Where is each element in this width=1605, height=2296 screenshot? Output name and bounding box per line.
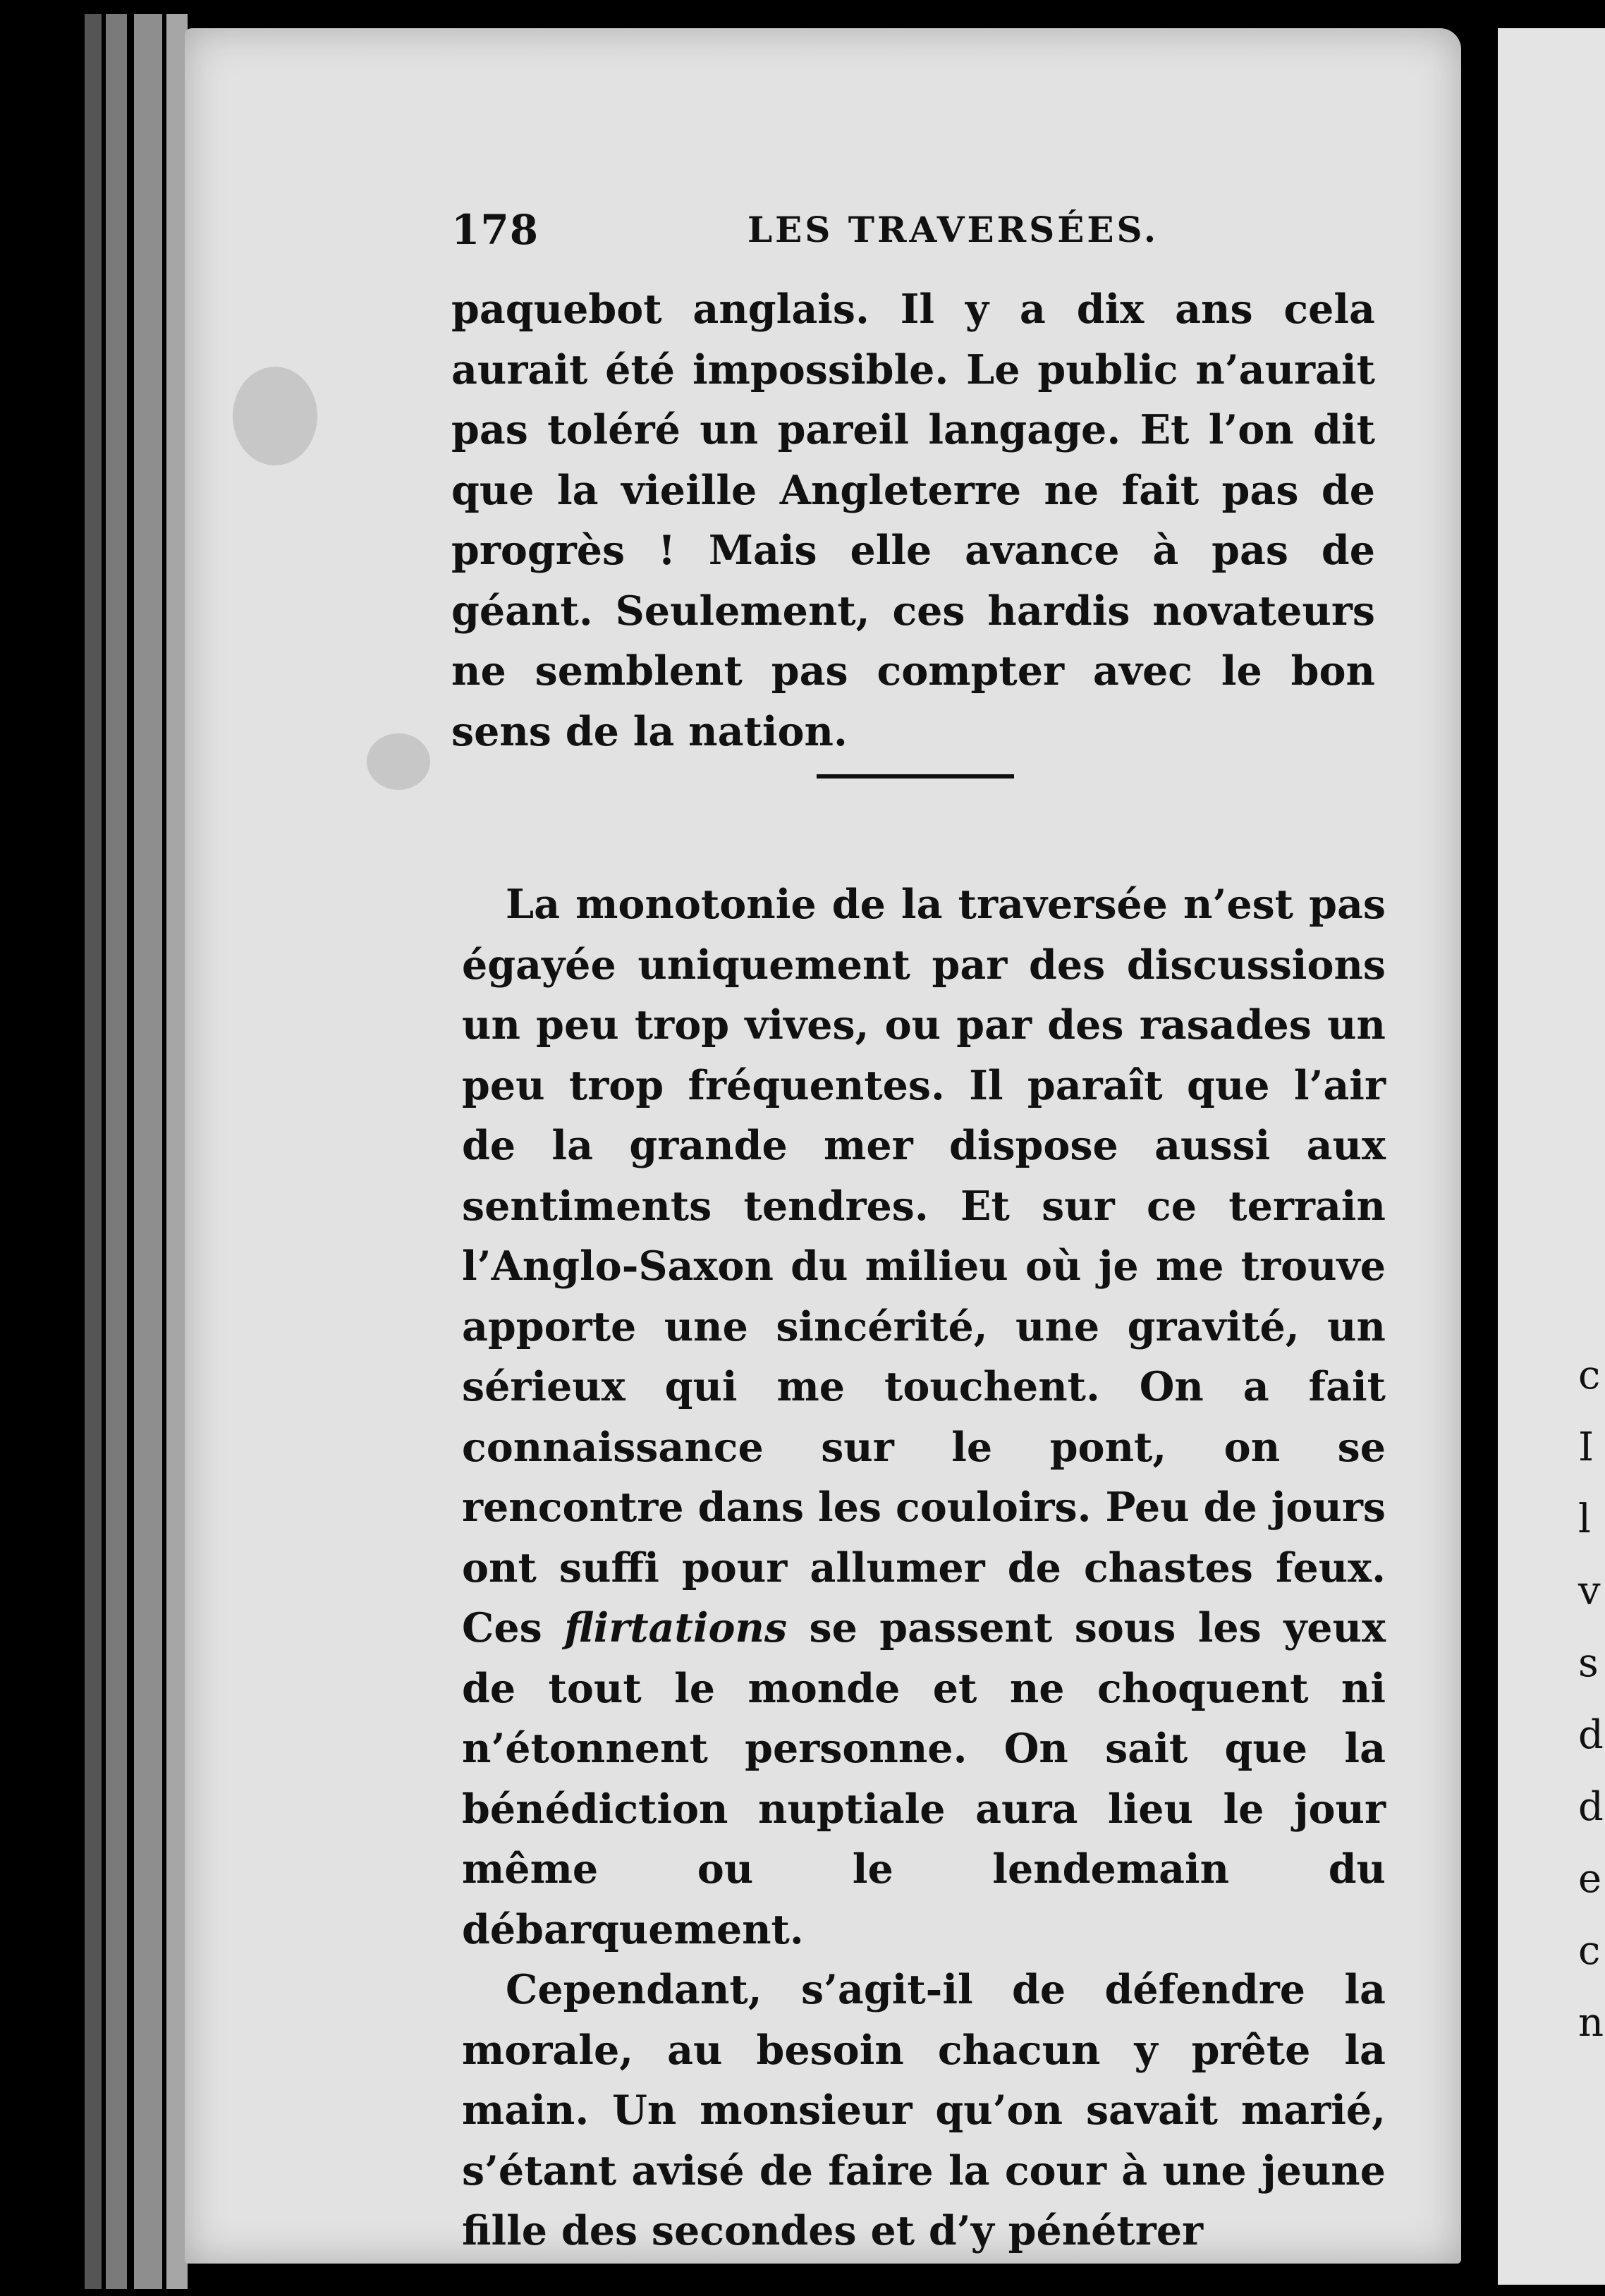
text-block-top	[451, 279, 1375, 762]
text-block-bottom	[462, 874, 1386, 2261]
facing-letter: s	[1578, 1640, 1599, 1686]
page-edge	[134, 14, 162, 2289]
facing-letter: c	[1578, 1352, 1601, 1398]
page-number: 178	[451, 206, 539, 254]
stain	[367, 733, 430, 790]
paragraph: paquebot anglais. Il y a dix ans cela aurait été impossible. Le public n’aurait pas toléré un pareil langage. Et l’on dit que la vieille Angleterre ne fait pas de progrès ! Mais elle avance à pas de géant. Seulement, ces hardis novateurs ne semblent pas compter avec le bon sens de la nation.	[451, 286, 1375, 755]
facing-letter: e	[1578, 1856, 1602, 1902]
stain	[233, 367, 317, 465]
facing-letter: d	[1578, 1784, 1604, 1830]
facing-letter: n	[1578, 2000, 1604, 2046]
running-head: LES TRAVERSÉES.	[747, 209, 1159, 250]
paragraph	[462, 874, 1386, 1960]
page-edge	[85, 14, 102, 2289]
paragraph-text: se passent sous les yeux de tout le monde et ne choquent ni n’étonnent personne. On sait que la bénédiction nuptiale aura lieu le jour même ou le lendemain du débarquement.	[462, 1604, 1386, 1953]
italic-word: flirtations	[564, 1604, 788, 1651]
facing-page-text	[1578, 1340, 1605, 2059]
facing-letter: d	[1578, 1712, 1604, 1758]
paragraph: Cependant, s’agit-il de défendre la morale, au besoin chacun y prête la main. Un monsieur qu’on savait marié, s’étant avisé de faire la cour à une jeune fille des secondes et d’y pénétrer	[462, 1966, 1386, 2254]
page-edge	[106, 14, 127, 2289]
section-separator	[817, 774, 1014, 778]
facing-letter: v	[1578, 1568, 1601, 1614]
facing-letter: l	[1578, 1496, 1591, 1542]
facing-letter: c	[1578, 1928, 1601, 1974]
paragraph-text: La monotonie de la traversée n’est pas égayée uniquement par des discussions un peu trop vives, ou par des rasades un peu trop fréquentes. Il paraît que l’air de la grande mer dispose aussi aux sentiments tendres. Et sur ce terrain l’Anglo-Saxon du milieu où je me trouve apporte une sincérité, une gravité, un sérieux qui me touchent. On a fait connaissance sur le pont, on se rencontre dans les couloirs. Peu de jours ont suffi pour allumer de chastes feux. Ces	[462, 881, 1386, 1651]
facing-letter: I	[1578, 1424, 1594, 1470]
